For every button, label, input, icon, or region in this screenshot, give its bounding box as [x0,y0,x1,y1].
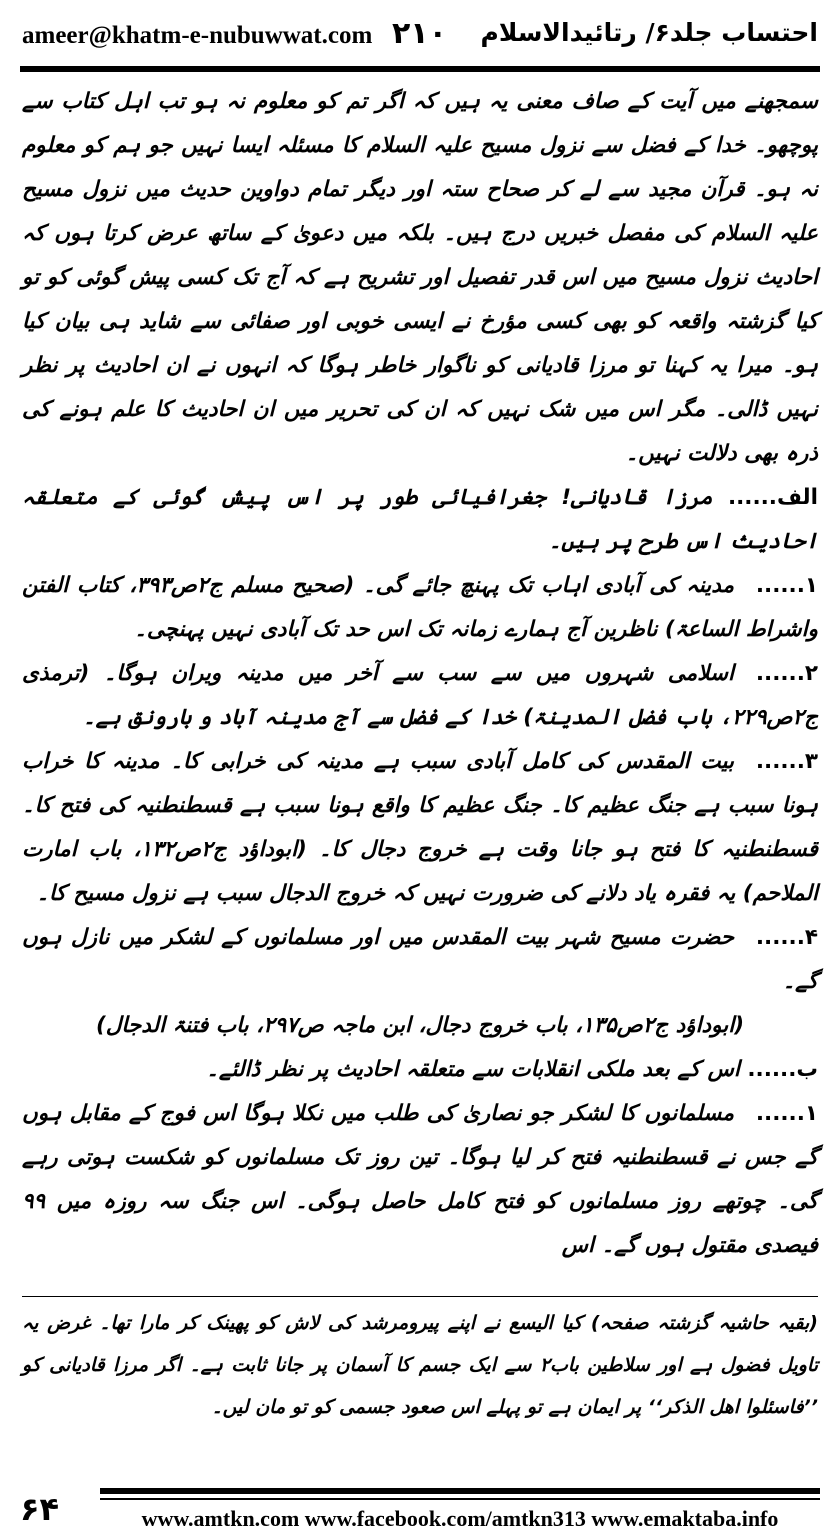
list-item-number: ۱...... [755,573,818,598]
section-a-heading [22,476,818,564]
list-item-text: مدینہ کی آبادی اہاب تک پہنچ جائے گی۔ (صحیح مسلم ج۲ص۳۹۳، کتاب الفتن واشراط الساعۃ) ناظرین آج ہمارے زمانہ تک اس حد تک آبادی نہیں پہنچی۔ [22,573,818,642]
header-rule [20,66,820,72]
page-footer [0,1486,840,1540]
section-b-heading [22,1048,818,1092]
list-item-a1 [22,564,818,652]
footer-page-number: ۶۴ [20,1490,60,1528]
header-book-title: احتساب جلد۶/ رتائیدالاسلام [480,18,818,47]
intro-paragraph: سمجھنے میں آیت کے صاف معنی یہ ہیں کہ اگر تم کو معلوم نہ ہو تب اہل کتاب سے پوچھو۔ خدا کے فضل سے نزول مسیح علیہ السلام کا مسئلہ ایسا نہیں جو ہم کو معلوم نہ ہو۔ قرآن مجید سے لے کر صحاح ستہ اور دیگر تمام دواوین حدیث میں نزول مسیح علیہ السلام کی مفصل خبریں درج ہیں۔ بلکہ میں دعویٰ کے ساتھ عرض کرتا ہوں کہ احادیث نزول مسیح میں اس قدر تفصیل اور تشریح ہے کہ آج تک کسی پیش گوئی کو تو کیا گزشتہ واقعہ کو بھی کسی مؤرخ نے ایسی خوبی اور صفائی سے شاید ہی بیان کیا ہو۔ میرا یہ کہنا تو مرزا قادیانی کو ناگوار خاطر ہوگا کہ انہوں نے ان احادیث پر نظر نہیں ڈالی۔ مگر اس میں شک نہیں کہ ان کی تحریر میں ان احادیث کا علم ہونے کی ذرہ بھی دلالت نہیں۔ [22,89,818,466]
footer-rule-thick [100,1488,820,1494]
list-item-b1 [22,1092,818,1268]
reference-citation: (ابوداؤد ج۲ص۱۳۵، باب خروج دجال، ابن ماجہ ص۲۹۷، باب فتنۃ الدجال) [95,1013,745,1038]
list-item-a3 [22,740,818,916]
list-item-a2 [22,652,818,740]
footnote-rule [22,1296,818,1297]
list-item-text: بیت المقدس کی کامل آبادی سبب ہے مدینہ کی خرابی کا۔ مدینہ کا خراب ہونا سبب ہے جنگ عظیم کا۔ جنگ عظیم کا واقع ہونا سبب ہے قسطنطنیہ کی فتح کا۔ قسطنطنیہ کا فتح ہو جانا وقت ہے خروج دجال کا۔ (ابوداؤد ج۲ص۱۳۲، باب امارت الملاحم) یہ فقرہ یاد دلانے کی ضرورت نہیں کہ خروج الدجال سبب ہے نزول مسیح کا۔ [22,749,818,906]
list-item-text: مسلمانوں کا لشکر جو نصاریٰ کی طلب میں نکلا ہوگا اس فوج کے مقابل ہوں گے جس نے قسطنطنیہ فتح کر لیا ہوگا۔ تین روز تک مسلمانوں کو شکست ہوتی رہے گی۔ چوتھے روز مسلمانوں کو فتح کامل حاصل ہوگی۔ اس جنگ سہ روزہ میں ۹۹ فیصدی مقتول ہوں گے۔ اس [22,1101,818,1258]
footer-rule-thin [100,1498,820,1500]
footnote: (بقیہ حاشیہ گزشتہ صفحہ) کیا الیسع نے اپنے پیرومرشد کی لاش کو پھینک کر مارا تھا۔ غرض یہ تاویل فضول ہے اور سلاطین باب۲ سے ایک جسم کا آسمان پر جانا ثابت ہے۔ اگر مرزا قادیانی کو ’’فاسئلوا اھل الذکر‘‘ پر ایمان ہے تو پہلے اس صعود جسمی کو تو مان لیں۔ [22,1312,818,1418]
section-a-label: الف...... [727,485,818,510]
section-b-text: اس کے بعد ملکی انقلابات سے متعلقہ احادیث پر نظر ڈالئے۔ [206,1057,740,1082]
section-b-label: ب...... [747,1057,818,1082]
footer-links: www.amtkn.com www.facebook.com/amtkn313 www.emaktaba.info [141,1506,779,1531]
list-item-a4 [22,916,818,1004]
header-email: ameer@khatm-e-nubuwwat.com [22,22,373,49]
list-item-number: ۴...... [755,925,818,950]
page-header [0,0,840,70]
list-item-number: ۳...... [755,749,818,774]
list-item-text: اسلامی شہروں میں سے سب سے آخر میں مدینہ ویران ہوگا۔ (ترمذی ج۲ص۲۲۹، باب فضل المدینۃ) خدا کے فضل سے آج مدینہ آباد و بارونق ہے۔ [22,661,818,730]
header-page-number: ۲۱۰ [392,16,447,51]
list-item-text: حضرت مسیح شہر بیت المقدس میں اور مسلمانوں کے لشکر میں نازل ہوں گے۔ [22,925,818,994]
section-a-text: مرزا قادیانی! جغرافیائی طور پر اس پیش گوئی کے متعلقہ احادیث اس طرح پر ہیں۔ [22,485,818,554]
list-item-number: ۱...... [755,1101,818,1126]
list-item-number: ۲...... [755,661,818,686]
main-text [22,80,818,1268]
